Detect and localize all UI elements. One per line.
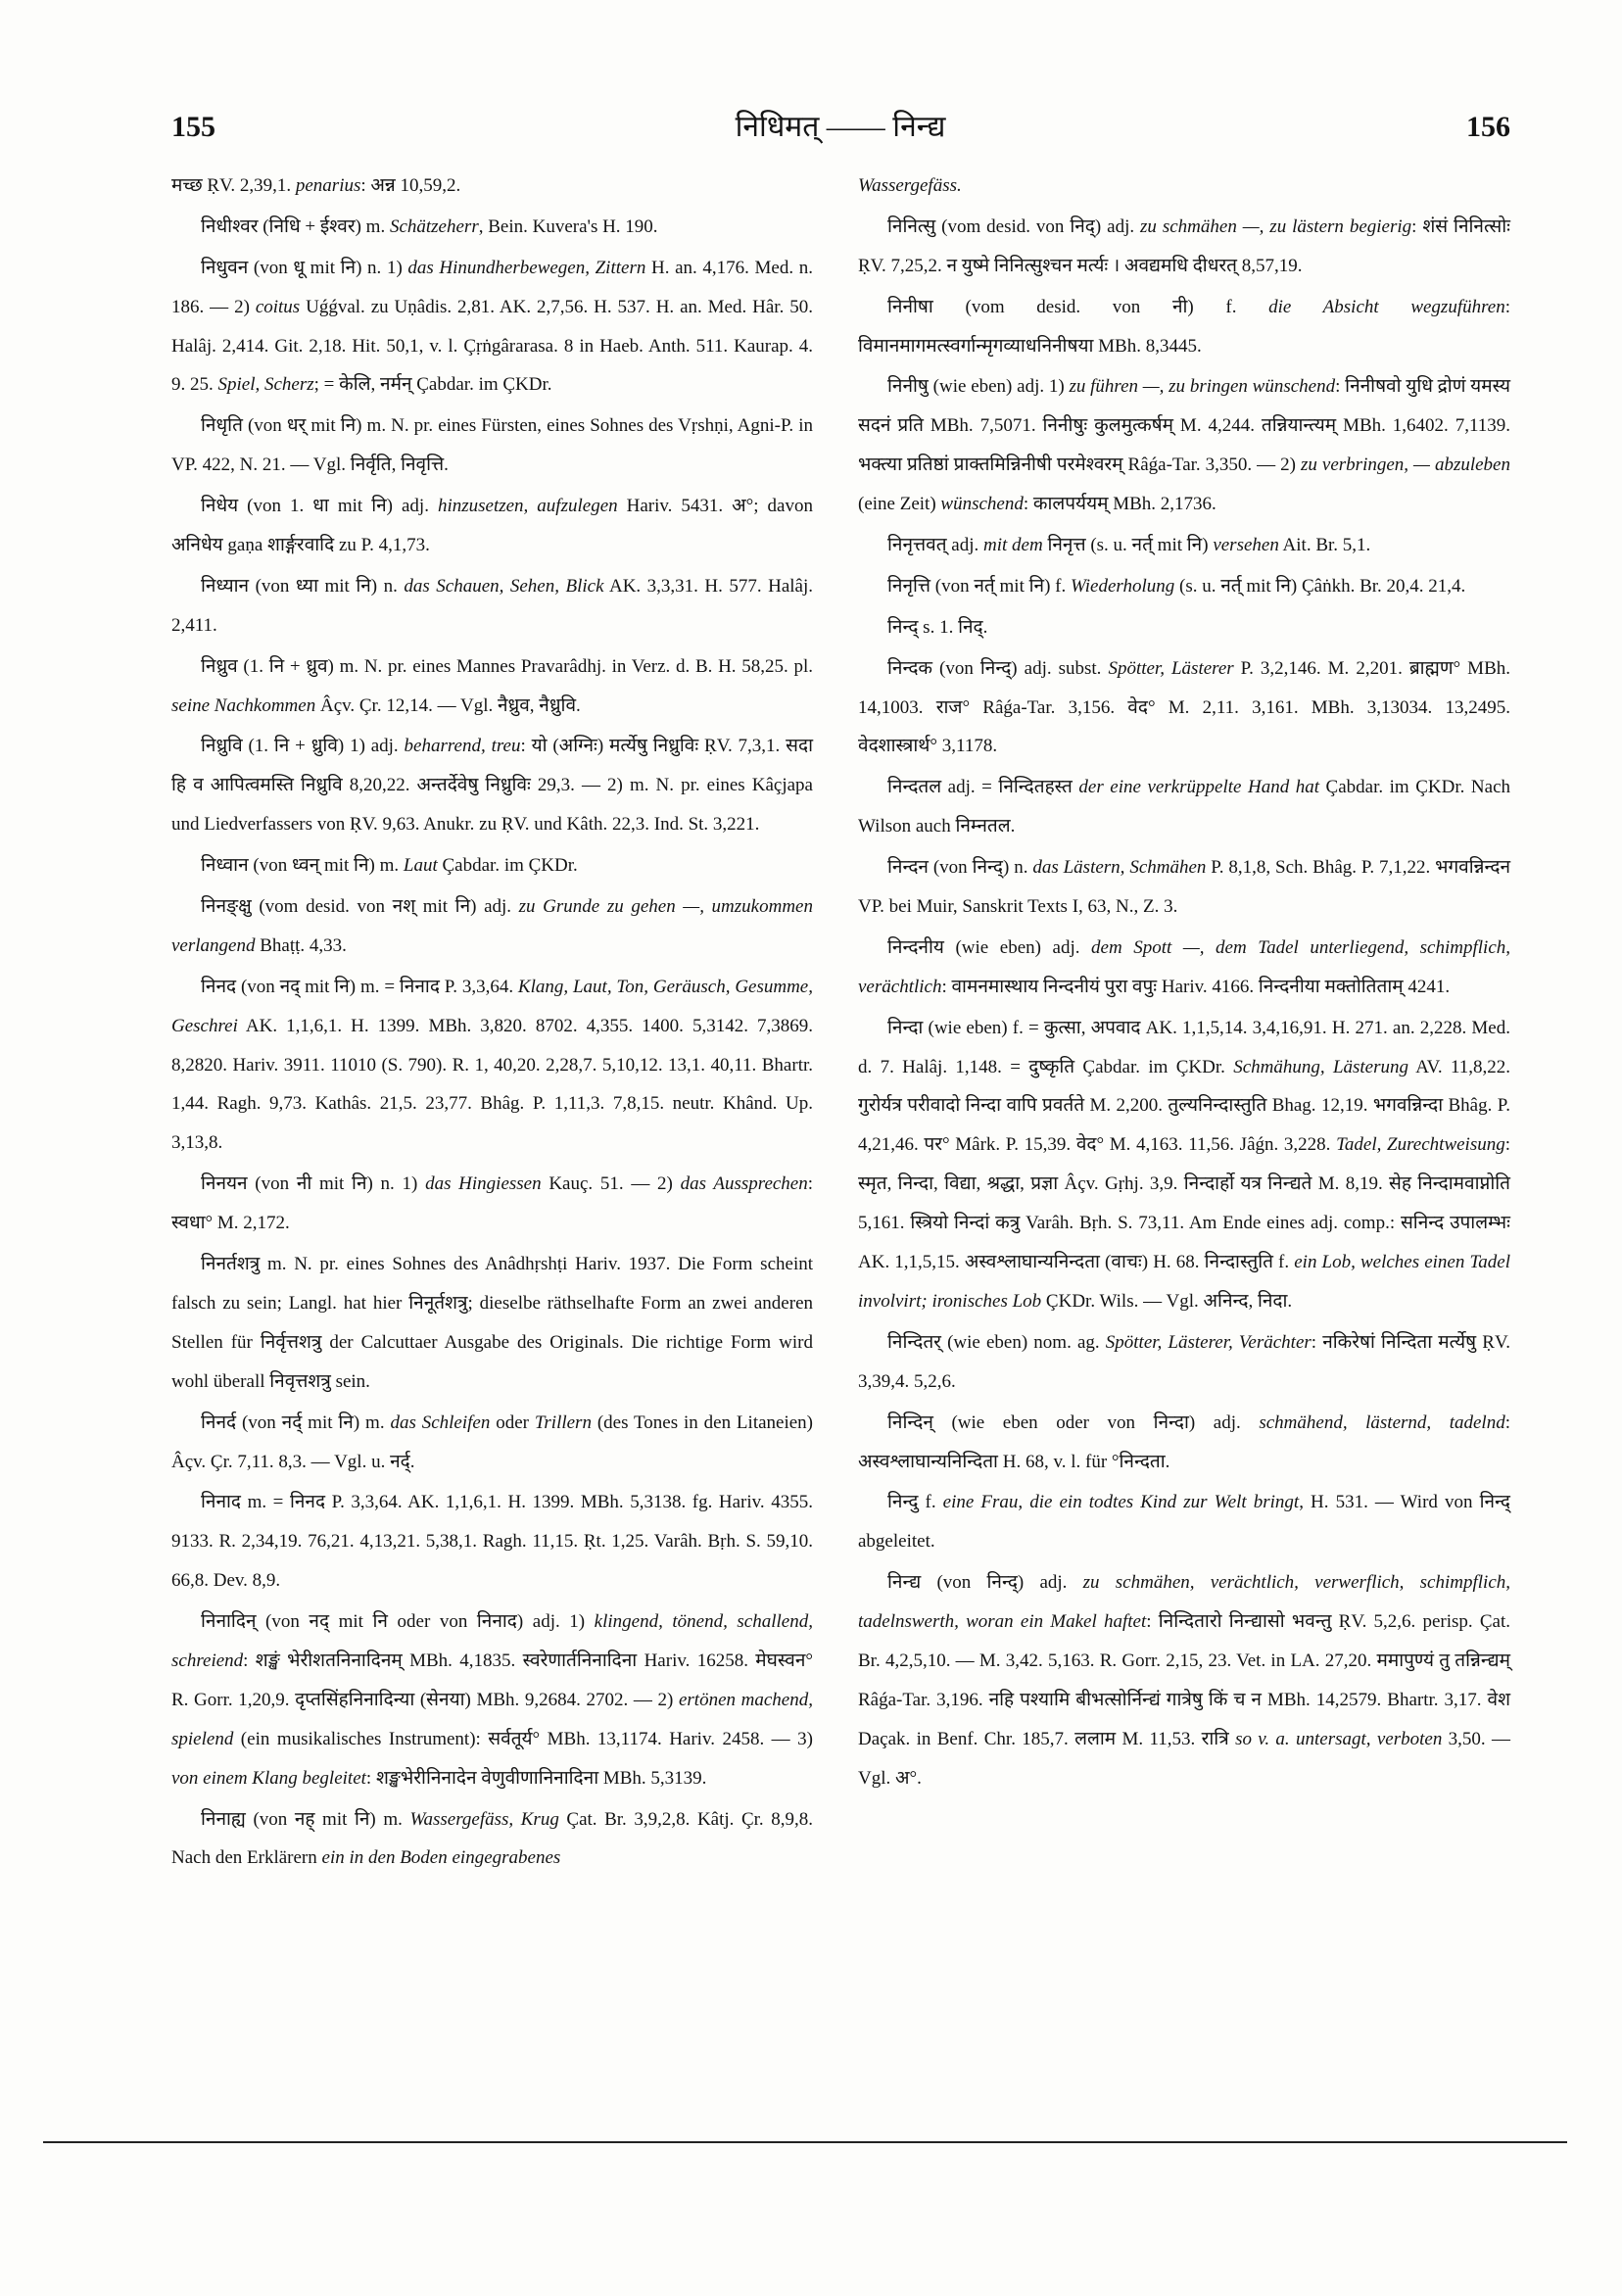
entry-text: निन्दनीय (wie eben) adj. [887,936,1092,958]
entry-text: निन्दक (von निन्द्) adj. subst. [887,657,1109,679]
entry-continuation [858,167,1510,206]
gloss-italic: ein in den Boden eingegrabenes [321,1847,561,1869]
entry-text: Bhaṭṭ. 4,33. [255,934,347,956]
left-column [171,167,813,1880]
entry-text: : अन्न 10,59,2. [360,175,461,196]
gloss-italic: zu Grunde zu gehen —, umzukommen verlangend [171,896,813,956]
entry-text: AV. 11,8,22. गुरोर्यत्र परीवादो निन्दा वापि प्रवर्तते M. 2,200. तुल्यनिन्दास्तुति Bhag. 12,19. भगवन्निन्दा Bhâg. P. 4,21,46. पर° Mârk. P. 15,39. वेद° M. 4,163. 11,56. Jâǵn. 3,228. [858,1056,1510,1156]
gloss-italic: das Schleifen [390,1411,491,1433]
entry-text: निधृति (von धर् mit नि) m. N. pr. eines Fürsten, eines Sohnes des Vṛshṇi, Agni-P. in VP. 422, N. 21. — Vgl. निर्वृति, निवृत्ति. [171,415,813,476]
dictionary-entry [171,1245,813,1402]
entry-text: निन्द् s. 1. निद्. [887,616,988,638]
entry-text: : स्मृत, निन्दा, विद्या, श्रद्धा, प्रज्ञा Âçv. Gṛhj. 3,9. निन्दार्हो यत्र निन्द्यते M. 8,19. सेह निन्दामवाप्नोति 5,161. स्त्रियो निन्दां कत्रु Varâh. Bṛh. S. 73,11. Am Ende eines adj. comp.: सनिन्द उपालम्भः AK. 1,1,5,15. अस्वश्लाघान्यनिन्दता (वाचः) H. 68. निन्दास्तुति f. [858,1134,1511,1273]
gloss-italic: eine Frau, die ein todtes Kind zur Welt bringt [942,1492,1300,1513]
gloss-italic: die Absicht wegzuführen [1268,296,1505,317]
page-number-left: 155 [171,111,215,143]
entry-text: : स्वधा° M. 2,172. [171,1173,814,1234]
gloss-italic: Klang, Laut, Ton, Geräusch, Gesumme, Geschrei [171,976,813,1036]
dictionary-entry [171,1404,813,1482]
entry-text: निन्दितर् (wie eben) nom. ag. [887,1331,1106,1353]
entry-text: निनर्द (von नर्द् mit नि) m. [201,1411,391,1433]
entry-text: : नकिरेषां निन्दिता मर्त्येषु ṚV. 3,39,4. 5,2,6. [858,1331,1510,1392]
dictionary-entry [171,887,813,966]
gloss-italic: seine Nachkommen [171,694,316,716]
running-title: निधिमत् —— निन्द्य [735,111,946,143]
entry-text: निन्द्य (von निन्द्) adj. [887,1572,1083,1594]
entry-text: निनीषु (wie eben) adj. 1) [887,376,1070,398]
gloss-italic: Wassergefäss. [858,175,962,196]
entry-text: Hariv. 5431. अ°; davon अनिधेय gaṇa शार्ङ्गरवादि zu P. 4,1,73. [171,496,813,556]
entry-text: निनृत्तवत् adj. [887,535,983,556]
gloss-italic: versehen [1213,535,1279,556]
entry-text: Çabdar. im ÇKDr. Nach Wilson auch निम्नतल. [858,777,1511,837]
entry-text: Kauç. 51. — 2) [541,1173,681,1195]
dictionary-entry [171,487,813,565]
gloss-italic: wünschend [940,494,1024,515]
entry-text: P. 8,1,8, Sch. Bhâg. P. 7,1,22. भगवन्निन्दन VP. bei Muir, Sanskrit Texts I, 63, N., Z. 3. [858,857,1510,918]
entry-text: निधुवन (von धू mit नि) n. 1) [201,257,408,278]
entry-text: P. 3,2,146. M. 2,201. ब्राह्मण° MBh. 14,1003. राज° Râǵa-Tar. 3,156. वेद° M. 2,11. 3,161. MBh. 3,13034. 13,2495. वेदशास्त्रार्थ° 3,1178. [858,657,1510,757]
dictionary-entry [858,1563,1510,1797]
entry-text: : निनीषवो युधि द्रोणं यमस्य सदनं प्रति MBh. 7,5071. निनीषुः कुलमुत्कर्षम् M. 4,244. तन्नियान्त्यम् MBh. 1,6402. 7,1139. भक्त्या प्रतिष्ठां प्राक्तमिन्निनीषी परमेश्वरम् Râǵa-Tar. 3,350. — 2) [858,376,1510,476]
gloss-italic: Laut [403,855,438,877]
dictionary-entry [858,768,1510,846]
gloss-italic: das Hingiessen [425,1173,542,1195]
entry-text: : कालपर्ययम् MBh. 2,1736. [1023,494,1216,515]
dictionary-entry [858,367,1510,524]
dictionary-entry [858,1323,1510,1402]
gloss-italic: ertönen machend, spielend [171,1689,813,1749]
dictionary-entry [858,288,1510,366]
dictionary-entry [858,929,1510,1007]
gloss-italic: zu verbringen, — abzuleben [1301,454,1510,476]
entry-text: Ait. Br. 5,1. [1278,535,1371,556]
gloss-italic: das Hinundherbewegen, Zittern [407,257,646,278]
gloss-italic: ein Lob, welches einen Tadel involvirt; ironisches Lob [858,1252,1510,1312]
gloss-italic: hinzusetzen, aufzulegen [437,496,618,517]
entry-text: मच्छ ṚV. 2,39,1. [171,175,296,196]
entry-text: AK. 1,1,6,1. H. 1399. MBh. 3,820. 8702. 4,355. 1400. 5,3142. 7,3869. 8,2820. Hariv. 3911. 11010 (S. 790). R. 1, 40,20. 2,28,7. 5,10,12. 13,1. 40,11. Bhartr. 1,44. Ragh. 9,73. Kathâs. 21,5. 23,77. Bhâg. P. 1,11,3. 7,8,15. neutr. Khând. Up. 3,13,8. [171,1015,813,1154]
entry-text: निन्दन (von निन्द्) n. [887,857,1033,879]
entry-text: : शङ्खं भेरीशतनिनादिनम् MBh. 4,1835. स्वरेणार्तनिनादिना Hariv. 16258. मेघस्वन° R. Gorr. 1,20,9. दृप्तसिंहनिनादिन्या (सेनया) MBh. 9,2684. 2702. — 2) [171,1650,813,1710]
entry-text: AK. 3,3,31. H. 577. Halâj. 2,411. [171,575,814,636]
entry-text: निध्रुवि (1. नि + ध्रुवि) 1) adj. [201,736,405,757]
gloss-italic: der eine verkrüppelte Hand hat [1078,777,1320,798]
dictionary-entry [171,846,813,885]
dictionary-entry [171,567,813,646]
page-number-right: 156 [1466,111,1510,143]
right-column [858,167,1510,1800]
dictionary-entry [171,1483,813,1601]
gloss-italic: penarius [295,175,361,196]
dictionary-entry [171,249,813,406]
dictionary-entry [858,526,1510,565]
entry-text: : यो (अग्निः) मर्त्येषु निध्रुविः ṚV. 7,3,1. सदा हि व आपित्वमस्ति निध्रुवि 8,20,22. अन्तर्देवेषु निध्रुविः 29,3. — 2) m. N. pr. eines Kâçjapa und Liedverfassers von ṚV. 9,63. Anukr. zu ṚV. und Kâth. 22,3. Ind. St. 3,221. [171,736,813,836]
entry-text: निधीश्वर (निधि + ईश्वर) m. [201,215,390,237]
entry-text: ÇKDr. Wils. — Vgl. अनिन्द, निदा. [1041,1290,1293,1312]
dictionary-entry [171,727,813,844]
entry-text: निन्दिन् (wie eben oder von निन्दा) adj. [887,1411,1260,1433]
gloss-italic: das Schauen, Sehen, Blick [404,575,604,597]
entry-text: निनाद m. = निनद P. 3,3,64. AK. 1,1,6,1. H. 1399. MBh. 5,3138. fg. Hariv. 4355. 9133. R. 2,34,19. 76,21. 4,13,21. 5,38,1. Ragh. 11,15. Ṛt. 1,25. Varâh. Bṛh. S. 59,10. 66,8. Dev. 8,9. [171,1492,813,1592]
dictionary-entry [171,1800,813,1879]
gloss-italic: beharrend, treu [404,736,521,757]
entry-continuation [171,167,813,206]
entry-text: : निन्दितारो निन्द्यासो भवन्तु ṚV. 5,2,6. perisp. Çat. Br. 4,2,5,10. — M. 3,42. 5,163. R. Gorr. 2,15, 23. Vet. in LA. 27,20. ममापुण्यं तु तन्निन्द्यम् Râǵa-Tar. 3,196. नहि पश्यामि बीभत्सोर्निन्द्यं गात्रेषु किं च न MBh. 14,2579. Bhartr. 3,17. वेश Daçak. in Benf. Chr. 185,7. ललाम M. 11,53. रात्रि [858,1611,1511,1749]
gloss-italic: zu schmähen —, zu lästern begierig [1140,215,1412,237]
entry-text: , Bein. Kuvera's H. 190. [478,215,658,237]
gloss-italic: zu führen —, zu bringen wünschend [1069,376,1336,398]
entry-text: निनाह्य (von नह् mit नि) m. [201,1808,410,1830]
entry-text: (des Tones in den Litaneien) Âçv. Çr. 7,11. 8,3. — Vgl. u. नर्द्. [171,1411,814,1472]
gloss-italic: von einem Klang begleitet [171,1767,366,1789]
dictionary-entry [858,567,1510,606]
dictionary-entry [858,1404,1510,1482]
entry-text: निनद (von नद् mit नि) m. = निनाद P. 3,3,64. [201,976,518,997]
dictionary-entry [858,1009,1510,1321]
entry-text: : शङ्खभेरीनिनादेन वेणुवीणानिनादिना MBh. 5,3139. [365,1767,707,1789]
entry-text: निनयन (von नी mit नि) n. 1) [201,1173,426,1195]
entry-text: निन्दतल adj. = निन्दितहस्त [887,777,1079,798]
entry-text: : अस्वश्लाघान्यनिन्दिता H. 68, v. l. für °निन्दता. [858,1411,1510,1472]
entry-text: Çat. Br. 3,9,2,8. Kâtj. Çr. 8,9,8. Nach den Erklärern [171,1808,814,1869]
dictionary-entry [171,407,813,485]
dictionary-entry [858,848,1510,927]
dictionary-entry [171,208,813,247]
entry-text: H. an. 4,176. Med. n. 186. — 2) [171,257,813,317]
entry-text: oder [490,1411,535,1433]
entry-text: : विमानमागमत्स्वर्गान्मृगव्याधनिनीषया MBh. 8,3445. [858,296,1511,357]
entry-text: निध्रुव (1. नि + ध्रुव) m. N. pr. eines Mannes Pravarâdhj. in Verz. d. B. H. 58,25. pl. [201,655,813,677]
entry-text: Âçv. Çr. 12,14. — Vgl. नैध्रुव, नैध्रुवि. [315,694,581,716]
dictionary-entry [858,608,1510,647]
entry-text: 3,50. — Vgl. अ°. [858,1728,1511,1789]
entry-text: (s. u. नर्त् mit नि) Çâṅkh. Br. 20,4. 21,4. [1174,575,1466,597]
gloss-italic: schmähend, lästernd, tadelnd [1259,1411,1505,1433]
dictionary-entry [858,208,1510,286]
gloss-italic: Wiederholung [1070,575,1175,597]
dictionary-entry [858,1483,1510,1561]
gloss-italic: Schätzeherr [389,215,479,237]
gloss-italic: Spötter, Lästerer [1108,657,1234,679]
entry-text: ; = केलि, नर्मन् Çabdar. im ÇKDr. [313,374,552,396]
bottom-rule [43,2141,1567,2143]
entry-text: Çabdar. im ÇKDr. [437,855,578,877]
gloss-italic: Wassergefäss, Krug [409,1808,559,1830]
entry-text: : वामनमास्थाय निन्दनीयं पुरा वपुः Hariv. 4166. निन्दनीया मक्तोतिताम् 4241. [941,976,1451,997]
entry-text: Uǵǵval. zu Uṇâdis. 2,81. AK. 2,7,56. H. 537. H. an. Med. Hâr. 50. Halâj. 2,414. Git. 2,18. Hit. 50,1, v. l. Çṛṅgârarasa. 8 in Haeb. Anth. 511. Kaurap. 4. 9. 25. [171,296,813,396]
gloss-italic: mit dem [983,535,1043,556]
gloss-italic: das Lästern, Schmähen [1032,857,1207,879]
dictionary-entry [171,1165,813,1243]
entry-text: निध्यान (von ध्या mit नि) n. [201,575,405,597]
dictionary-entry [171,968,813,1163]
entry-text: (ein musikalisches Instrument): सर्वतूर्य° MBh. 13,1174. Hariv. 2458. — 3) [233,1728,813,1749]
entry-text: निनादिन् (von नद् mit नि oder von निनाद) adj. 1) [201,1611,595,1633]
entry-text: : शंसं निनित्सोः ṚV. 7,25,2. न युष्मे निनित्सुश्चन मर्त्यः । अवद्यमधि दीधरत् 8,57,19. [858,215,1510,276]
entry-text: (eine Zeit) [858,494,941,515]
gloss-italic: Tadel, Zurechtweisung [1336,1134,1505,1156]
entry-text: निनर्तशत्रु m. N. pr. eines Sohnes des Anâdhṛshṭi Hariv. 1937. Die Form scheint falsch zu sein; Langl. hat hier निनूर्तशत्रु; dieselbe räthselhafte Form an zwei anderen Stellen für निर्वृत्तशत्रु der Calcuttaer Ausgabe des Originals. Die richtige Form wird wohl überall निवृत्तशत्रु sein. [171,1254,813,1392]
entry-text: निन्दा (wie eben) f. = कुत्सा, अपवाद AK. 1,1,5,14. 3,4,16,91. H. 271. an. 2,228. Med. d. 7. Halâj. 1,148. = दुष्कृति Çabdar. im ÇKDr. [858,1017,1510,1077]
entry-text: निनीषा (vom desid. von नी) f. [887,296,1269,317]
gloss-italic: das Aussprechen [680,1173,808,1195]
entry-text: निनित्सु (vom desid. von निद्) adj. [887,215,1141,237]
gloss-italic: Spiel, Scherz [217,374,314,396]
dictionary-entry [171,647,813,726]
gloss-italic: Trillern [534,1411,592,1433]
gloss-italic: Schmähung, Lästerung [1233,1056,1409,1077]
gloss-italic: coitus [255,296,301,317]
gloss-italic: klingend, tönend, schallend, schreiend [171,1611,813,1671]
gloss-italic: zu schmähen, verächtlich, verwerflich, schimpflich, tadelnswerth, woran ein Makel haftet [858,1572,1510,1633]
entry-text: निनृत्त (s. u. नर्त् mit नि) [1042,535,1214,556]
gloss-italic: dem Spott —, dem Tadel unterliegend, schimpflich, verächtlich [858,936,1511,997]
entry-text: , H. 531. — Wird von निन्द् abgeleitet. [858,1492,1510,1553]
entry-text: निधेय (von 1. धा mit नि) adj. [201,496,438,517]
entry-text: निन्दु f. [887,1492,943,1513]
entry-text: निध्वान (von ध्वन् mit नि) m. [201,855,404,877]
entry-text: निनृत्ति (von नर्त् mit नि) f. [887,575,1071,597]
dictionary-entry [858,649,1510,767]
gloss-italic: Spötter, Lästerer, Verächter [1105,1331,1312,1353]
gloss-italic: so v. a. untersagt, verboten [1235,1728,1443,1749]
entry-text: निनङ्क्षु (vom desid. von नश् mit नि) adj. [201,896,519,918]
dictionary-entry [171,1602,813,1797]
